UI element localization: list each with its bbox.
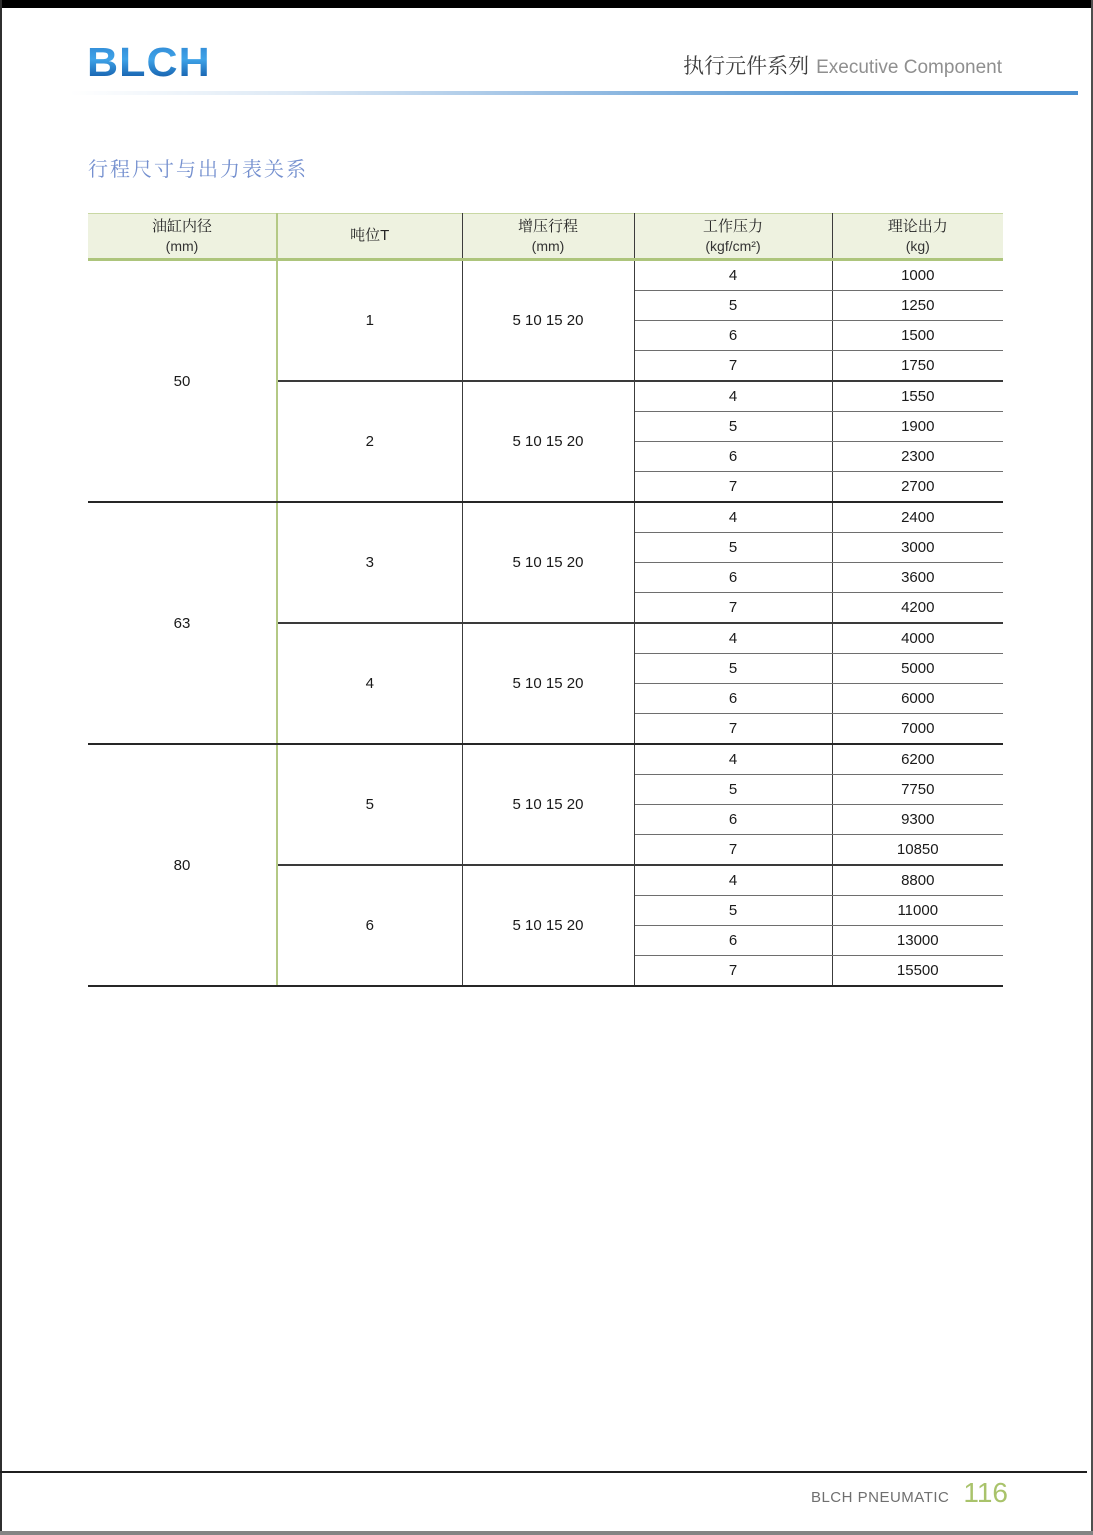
column-header-stroke xyxy=(462,214,634,260)
pressure-cell: 6 xyxy=(634,684,832,714)
pressure-cell: 6 xyxy=(634,926,832,956)
output-cell: 1750 xyxy=(832,351,1003,382)
pressure-cell: 7 xyxy=(634,956,832,987)
output-cell: 2400 xyxy=(832,502,1003,533)
tonnage-cell: 2 xyxy=(277,381,462,502)
output-cell: 1500 xyxy=(832,321,1003,351)
blch-logo: BLCH xyxy=(87,39,211,85)
page-edge-top xyxy=(0,0,1093,8)
pressure-cell: 4 xyxy=(634,260,832,291)
output-cell: 10850 xyxy=(832,835,1003,866)
stroke-cell: 5 10 15 20 xyxy=(462,865,634,986)
page-edge-bottom xyxy=(0,1531,1093,1535)
column-header-unit: (kgf/cm²) xyxy=(705,237,761,254)
pressure-cell: 6 xyxy=(634,442,832,472)
output-cell: 3600 xyxy=(832,563,1003,593)
table-row xyxy=(88,744,1003,775)
output-cell: 6000 xyxy=(832,684,1003,714)
column-header-output xyxy=(832,214,1003,260)
output-cell: 1250 xyxy=(832,291,1003,321)
footer-brand: BLCH PNEUMATIC xyxy=(810,1489,950,1506)
output-cell: 1550 xyxy=(832,381,1003,412)
output-cell: 3000 xyxy=(832,533,1003,563)
stroke-cell: 5 10 15 20 xyxy=(462,260,634,382)
stroke-cell: 5 10 15 20 xyxy=(462,381,634,502)
output-cell: 1900 xyxy=(832,412,1003,442)
table-row xyxy=(88,260,1003,291)
pressure-cell: 7 xyxy=(634,714,832,745)
pressure-cell: 4 xyxy=(634,623,832,654)
output-cell: 2700 xyxy=(832,472,1003,503)
pressure-cell: 6 xyxy=(634,321,832,351)
footer-divider xyxy=(0,1471,1087,1473)
bore-cell: 80 xyxy=(88,744,277,986)
page-header xyxy=(683,50,1002,80)
tonnage-cell: 3 xyxy=(277,502,462,623)
column-header-label: 吨位T xyxy=(350,227,390,245)
output-cell: 7750 xyxy=(832,775,1003,805)
page-footer xyxy=(811,1477,1008,1509)
pressure-cell: 7 xyxy=(634,472,832,503)
bore-cell: 63 xyxy=(88,502,277,744)
column-header-pressure xyxy=(634,214,832,260)
output-cell: 7000 xyxy=(832,714,1003,745)
pressure-cell: 5 xyxy=(634,533,832,563)
pressure-cell: 6 xyxy=(634,563,832,593)
tonnage-cell: 1 xyxy=(277,260,462,382)
pressure-cell: 6 xyxy=(634,805,832,835)
column-header-bore xyxy=(88,214,277,260)
column-header-label: 增压行程 xyxy=(517,218,578,236)
column-header-unit: (kg) xyxy=(905,237,930,254)
section-title: 行程尺寸与出力表关系 xyxy=(88,159,308,181)
pressure-cell: 7 xyxy=(634,835,832,866)
pressure-cell: 5 xyxy=(634,654,832,684)
output-cell: 11000 xyxy=(832,896,1003,926)
pressure-cell: 4 xyxy=(634,865,832,896)
table-header-row xyxy=(88,214,1003,260)
stroke-cell: 5 10 15 20 xyxy=(462,623,634,744)
pressure-cell: 4 xyxy=(634,744,832,775)
page-number: 116 xyxy=(963,1477,1008,1508)
header-series-en: Executive Component xyxy=(816,57,1002,78)
column-header-unit: (mm) xyxy=(165,237,199,254)
pressure-cell: 5 xyxy=(634,412,832,442)
output-cell: 4000 xyxy=(832,623,1003,654)
pressure-cell: 4 xyxy=(634,502,832,533)
page-edge-left xyxy=(0,0,2,1535)
output-cell: 8800 xyxy=(832,865,1003,896)
output-cell: 1000 xyxy=(832,260,1003,291)
output-cell: 4200 xyxy=(832,593,1003,624)
stroke-cell: 5 10 15 20 xyxy=(462,744,634,865)
table-row xyxy=(88,502,1003,533)
pressure-cell: 7 xyxy=(634,593,832,624)
output-cell: 15500 xyxy=(832,956,1003,987)
header-series-cn: 执行元件系列 xyxy=(683,55,810,78)
pressure-cell: 5 xyxy=(634,291,832,321)
output-cell: 13000 xyxy=(832,926,1003,956)
column-header-label: 油缸内径 xyxy=(151,218,212,236)
column-header-label: 理论出力 xyxy=(887,218,948,236)
pressure-cell: 4 xyxy=(634,381,832,412)
bore-cell: 50 xyxy=(88,260,277,503)
output-cell: 2300 xyxy=(832,442,1003,472)
pressure-cell: 5 xyxy=(634,896,832,926)
output-cell: 5000 xyxy=(832,654,1003,684)
tonnage-cell: 5 xyxy=(277,744,462,865)
tonnage-cell: 4 xyxy=(277,623,462,744)
tonnage-cell: 6 xyxy=(277,865,462,986)
column-header-tonnage xyxy=(277,214,462,260)
pressure-cell: 5 xyxy=(634,775,832,805)
column-header-label: 工作压力 xyxy=(702,218,763,236)
column-header-unit: (mm) xyxy=(531,237,565,254)
header-divider xyxy=(70,91,1078,95)
pressure-cell: 7 xyxy=(634,351,832,382)
output-cell: 9300 xyxy=(832,805,1003,835)
spec-table xyxy=(88,213,1003,987)
stroke-cell: 5 10 15 20 xyxy=(462,502,634,623)
output-cell: 6200 xyxy=(832,744,1003,775)
